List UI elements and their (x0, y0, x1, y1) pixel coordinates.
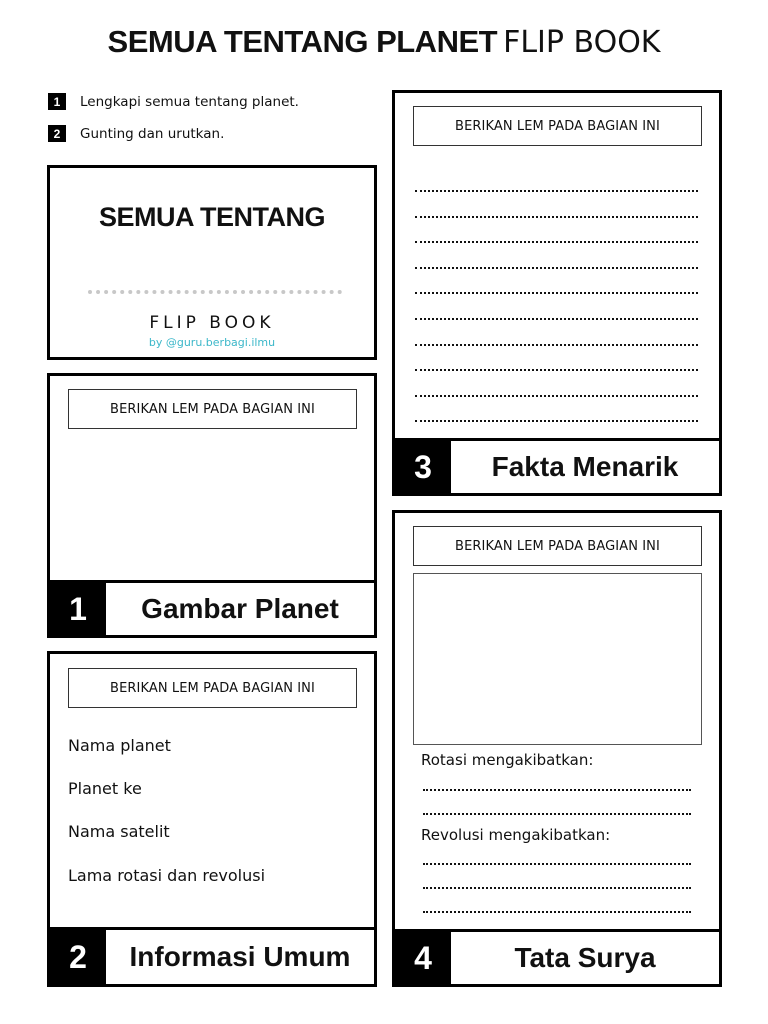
info-item-planet-ke: Planet ke (68, 779, 142, 798)
answer-line (415, 344, 698, 346)
rotasi-label: Rotasi mengakibatkan: (421, 751, 594, 769)
answer-line (415, 292, 698, 294)
section-title: Tata Surya (514, 942, 656, 973)
instruction-text-2: Gunting dan urutkan. (80, 125, 225, 142)
section-title: Gambar Planet (141, 593, 339, 624)
cover-card (47, 165, 377, 360)
answer-line (415, 420, 698, 422)
instruction-2 (48, 125, 224, 142)
section-title: Informasi Umum (129, 941, 351, 972)
answer-line (415, 216, 698, 218)
step-badge-2: 2 (48, 125, 66, 142)
section-footer (50, 580, 374, 635)
answer-line (423, 813, 691, 815)
section-footer (395, 438, 719, 493)
answer-line (423, 911, 691, 913)
cover-divider (88, 290, 342, 294)
revolusi-label: Revolusi mengakibatkan: (421, 826, 611, 844)
title-bold: SEMUA TENTANG PLANET (107, 24, 498, 59)
info-item-nama-satelit: Nama satelit (68, 822, 170, 841)
answer-line (415, 190, 698, 192)
section-number: 2 (50, 930, 106, 984)
section-footer (395, 929, 719, 984)
title-light: FLIP BOOK (503, 25, 661, 60)
section-title: Fakta Menarik (491, 451, 679, 482)
section-number: 1 (50, 583, 106, 635)
answer-line (423, 863, 691, 865)
glue-area: BERIKAN LEM PADA BAGIAN INI (68, 389, 357, 429)
answer-line (415, 241, 698, 243)
glue-area: BERIKAN LEM PADA BAGIAN INI (413, 526, 702, 566)
info-item-lama-rotasi: Lama rotasi dan revolusi (68, 866, 266, 885)
section-informasi-umum (47, 651, 377, 987)
glue-area: BERIKAN LEM PADA BAGIAN INI (68, 668, 357, 708)
answer-line (423, 789, 691, 791)
cover-credit: by @guru.berbagi.ilmu (148, 336, 276, 349)
drawing-area (413, 573, 702, 745)
answer-line (415, 267, 698, 269)
info-item-nama-planet: Nama planet (68, 736, 171, 755)
glue-area: BERIKAN LEM PADA BAGIAN INI (413, 106, 702, 146)
cover-heading: SEMUA TENTANG (99, 202, 325, 232)
step-badge-1: 1 (48, 93, 66, 110)
section-number: 3 (395, 441, 451, 493)
section-tata-surya (392, 510, 722, 987)
answer-lines (415, 190, 698, 430)
section-number: 4 (395, 932, 451, 984)
answer-line (415, 318, 698, 320)
section-fakta-menarik (392, 90, 722, 496)
page-title (0, 24, 768, 60)
answer-line (423, 887, 691, 889)
answer-line (415, 369, 698, 371)
cover-subtitle: FLIP BOOK (149, 313, 275, 333)
instruction-1 (48, 93, 299, 110)
section-footer (50, 927, 374, 984)
answer-line (415, 395, 698, 397)
section-gambar-planet (47, 373, 377, 638)
instruction-text-1: Lengkapi semua tentang planet. (80, 93, 299, 110)
